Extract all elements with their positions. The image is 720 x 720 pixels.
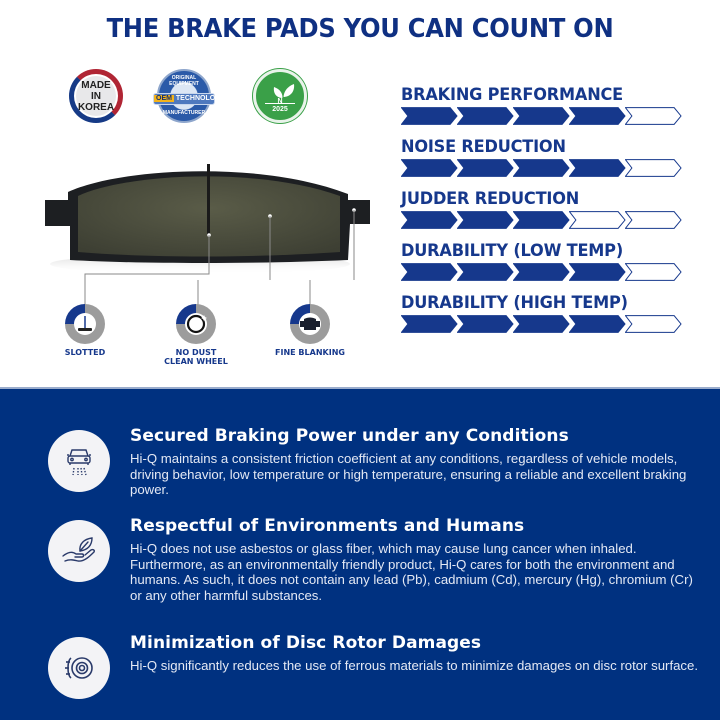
- rating-segment-empty: [625, 315, 682, 333]
- rating-segment-filled: [401, 107, 458, 125]
- rating-segment-filled: [401, 315, 458, 333]
- oem-ribbon-highlight: OEM: [156, 95, 172, 102]
- rating-label: DURABILITY (HIGH TEMP): [401, 293, 628, 313]
- feature-label: SLOTTED: [64, 348, 106, 357]
- made-in-korea-badge: [69, 69, 123, 123]
- feature-label: FINE BLANKING: [275, 348, 345, 357]
- feature-no-dust: [141, 304, 251, 366]
- benefits-panel: [0, 387, 720, 720]
- rating-durability-low-temp: [401, 240, 691, 292]
- rating-durability-high-temp: [401, 292, 691, 344]
- rating-segment-filled: [457, 263, 514, 281]
- feature-slotted: [30, 304, 140, 357]
- rating-segment-filled: [569, 159, 626, 177]
- rating-segment-filled: [569, 263, 626, 281]
- rating-braking-performance: [401, 84, 691, 136]
- rating-bar: [401, 263, 691, 281]
- benefit-text: Hi-Q significantly reduces the use of ferrous materials to minimize damages on disc rotor surface.: [130, 658, 699, 673]
- rating-bar: [401, 315, 691, 333]
- eco-n: N: [277, 98, 283, 105]
- oem-ribbon: [153, 93, 226, 105]
- rating-segment-filled: [401, 211, 458, 229]
- feature-fine-blanking: [255, 304, 365, 357]
- brake-pad-image: [30, 160, 370, 280]
- rating-judder-reduction: [401, 188, 691, 240]
- rating-segment-filled: [569, 315, 626, 333]
- brake-pad-illustration: [30, 160, 370, 280]
- backing-plate-icon: [290, 304, 330, 344]
- rating-segment-filled: [457, 107, 514, 125]
- page-title: THE BRAKE PADS YOU CAN COUNT ON: [106, 14, 614, 44]
- rating-bar: [401, 107, 691, 125]
- rating-segment-empty: [625, 107, 682, 125]
- rating-label: NOISE REDUCTION: [401, 137, 566, 157]
- rating-segment-filled: [401, 263, 458, 281]
- slot-icon: [65, 304, 105, 344]
- rating-segment-filled: [513, 211, 570, 229]
- eco-badge: [253, 69, 307, 123]
- ratings-panel: [401, 84, 691, 344]
- benefit-title: Minimization of Disc Rotor Damages: [130, 633, 482, 653]
- rating-noise-reduction: [401, 136, 691, 188]
- rating-label: DURABILITY (LOW TEMP): [401, 241, 624, 261]
- donut-ring: [65, 304, 105, 344]
- rating-segment-filled: [513, 159, 570, 177]
- oem-bottom-text: MANUFACTURER: [162, 110, 206, 116]
- benefit-text: Hi-Q maintains a consistent friction coefficient at any conditions, regardless of vehicle models, driving behavior, low temperature or high temperature, ensuring a reliable and excellent braking power.: [130, 451, 687, 497]
- benefit-title: Respectful of Environments and Humans: [130, 516, 525, 536]
- rating-segment-empty: [625, 211, 682, 229]
- donut-ring: [176, 304, 216, 344]
- rating-segment-filled: [569, 107, 626, 125]
- oem-technology-badge: [156, 69, 226, 123]
- hand-leaf-icon: [48, 520, 110, 582]
- badge-korea-line1: MADE IN: [81, 79, 111, 102]
- disc-rotor-icon: [48, 637, 110, 699]
- rating-segment-filled: [513, 263, 570, 281]
- rating-label: BRAKING PERFORMANCE: [401, 85, 624, 105]
- eco-year: 2025: [272, 106, 288, 113]
- oem-top-text: ORIGINAL EQUIPMENT: [169, 75, 199, 87]
- rating-segment-empty: [625, 159, 682, 177]
- rating-bar: [401, 211, 691, 229]
- rating-segment-filled: [457, 315, 514, 333]
- rating-segment-filled: [457, 211, 514, 229]
- rating-segment-empty: [569, 211, 626, 229]
- eco-text: [256, 98, 304, 114]
- rating-segment-filled: [513, 315, 570, 333]
- benefit-text: Hi-Q does not use asbestos or glass fiber, which may cause lung cancer when inhaled. Furthermore, as an environmentally friendly product, Hi-Q cares for both the environment and humans. As such, it does not contain any lead (Pb), cadmium (Cd), mercury (Hg), chromium (Cr) or any other harmful substances.: [130, 541, 693, 603]
- rating-segment-filled: [401, 159, 458, 177]
- benefit-title: Secured Braking Power under any Conditions: [130, 426, 569, 446]
- clean-wheel-icon: [176, 304, 216, 344]
- feature-label: NO DUST CLEAN WHEEL: [164, 348, 228, 366]
- rating-segment-empty: [625, 263, 682, 281]
- rating-segment-filled: [513, 107, 570, 125]
- badge-korea-line2: KOREA: [77, 101, 115, 113]
- car-braking-icon: [48, 430, 110, 492]
- rating-bar: [401, 159, 691, 177]
- rating-label: JUDDER REDUCTION: [401, 189, 580, 209]
- oem-ribbon-text: TECHNOLOGY: [175, 95, 226, 102]
- donut-ring: [290, 304, 330, 344]
- rating-segment-filled: [457, 159, 514, 177]
